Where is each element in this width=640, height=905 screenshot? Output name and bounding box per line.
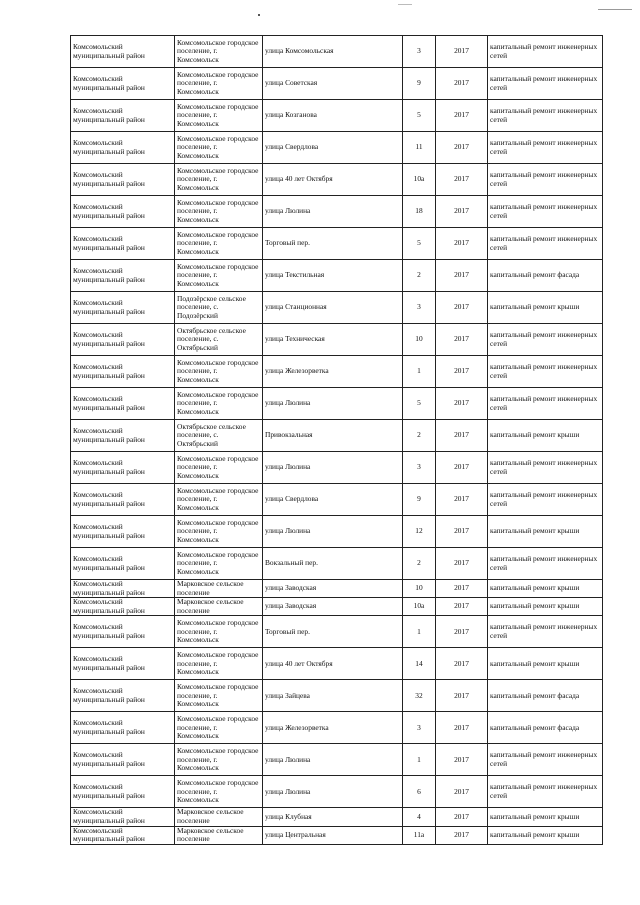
- year-cell: 2017: [436, 164, 488, 196]
- street-cell: улица 40 лет Октября: [263, 164, 403, 196]
- house-number-cell: 10: [403, 324, 436, 356]
- street-cell: улица Люлина: [263, 516, 403, 548]
- district-cell: Комсомольский муниципальный район: [71, 260, 175, 292]
- work-type-cell: капитальный ремонт крыши: [488, 598, 603, 616]
- house-number-cell: 12: [403, 516, 436, 548]
- table-row: [71, 580, 603, 598]
- year-cell: 2017: [436, 356, 488, 388]
- table-row: [71, 548, 603, 580]
- work-type-cell: капитальный ремонт инженерных сетей: [488, 196, 603, 228]
- settlement-cell: Комсомольское городское поселение, г. Комсомольск: [175, 36, 263, 68]
- table-row: [71, 292, 603, 324]
- table-row: [71, 196, 603, 228]
- house-number-cell: 2: [403, 260, 436, 292]
- house-number-cell: 10а: [403, 598, 436, 616]
- settlement-cell: Комсомольское городское поселение, г. Комсомольск: [175, 132, 263, 164]
- year-cell: 2017: [436, 598, 488, 616]
- year-cell: 2017: [436, 580, 488, 598]
- table-row: [71, 744, 603, 776]
- district-cell: Комсомольский муниципальный район: [71, 484, 175, 516]
- street-cell: улица Железорветка: [263, 712, 403, 744]
- table-row: [71, 776, 603, 808]
- table-row: [71, 260, 603, 292]
- settlement-cell: Комсомольское городское поселение, г. Комсомольск: [175, 776, 263, 808]
- street-cell: улица Станционная: [263, 292, 403, 324]
- year-cell: 2017: [436, 100, 488, 132]
- table-body: [71, 36, 603, 845]
- house-number-cell: 1: [403, 356, 436, 388]
- scan-speck: [398, 4, 412, 5]
- work-type-cell: капитальный ремонт инженерных сетей: [488, 164, 603, 196]
- house-number-cell: 10а: [403, 164, 436, 196]
- street-cell: улица Зайцева: [263, 680, 403, 712]
- settlement-cell: Комсомольское городское поселение, г. Комсомольск: [175, 260, 263, 292]
- street-cell: улица Люлина: [263, 744, 403, 776]
- table-row: [71, 826, 603, 844]
- house-number-cell: 9: [403, 68, 436, 100]
- housing-repair-table: [70, 35, 603, 845]
- settlement-cell: Комсомольское городское поселение, г. Комсомольск: [175, 164, 263, 196]
- table-row: [71, 228, 603, 260]
- year-cell: 2017: [436, 826, 488, 844]
- settlement-cell: Комсомольское городское поселение, г. Комсомольск: [175, 388, 263, 420]
- settlement-cell: Комсомольское городское поселение, г. Комсомольск: [175, 616, 263, 648]
- settlement-cell: Комсомольское городское поселение, г. Комсомольск: [175, 228, 263, 260]
- year-cell: 2017: [436, 680, 488, 712]
- year-cell: 2017: [436, 548, 488, 580]
- table-row: [71, 36, 603, 68]
- settlement-cell: Комсомольское городское поселение, г. Комсомольск: [175, 744, 263, 776]
- district-cell: Комсомольский муниципальный район: [71, 776, 175, 808]
- work-type-cell: капитальный ремонт инженерных сетей: [488, 744, 603, 776]
- year-cell: 2017: [436, 648, 488, 680]
- settlement-cell: Комсомольское городское поселение, г. Комсомольск: [175, 484, 263, 516]
- work-type-cell: капитальный ремонт крыши: [488, 580, 603, 598]
- district-cell: Комсомольский муниципальный район: [71, 196, 175, 228]
- house-number-cell: 11: [403, 132, 436, 164]
- district-cell: Комсомольский муниципальный район: [71, 580, 175, 598]
- work-type-cell: капитальный ремонт фасада: [488, 712, 603, 744]
- settlement-cell: Комсомольское городское поселение, г. Комсомольск: [175, 516, 263, 548]
- year-cell: 2017: [436, 292, 488, 324]
- settlement-cell: Комсомольское городское поселение, г. Комсомольск: [175, 712, 263, 744]
- settlement-cell: Марковское сельское поселение: [175, 580, 263, 598]
- street-cell: Привокзальная: [263, 420, 403, 452]
- house-number-cell: 4: [403, 808, 436, 826]
- settlement-cell: Октябрьское сельское поселение, с. Октябрьский: [175, 420, 263, 452]
- table-row: [71, 452, 603, 484]
- district-cell: Комсомольский муниципальный район: [71, 598, 175, 616]
- street-cell: Торговый пер.: [263, 616, 403, 648]
- year-cell: 2017: [436, 616, 488, 648]
- house-number-cell: 6: [403, 776, 436, 808]
- house-number-cell: 3: [403, 712, 436, 744]
- work-type-cell: капитальный ремонт инженерных сетей: [488, 356, 603, 388]
- scan-speck: [258, 14, 260, 16]
- table-row: [71, 132, 603, 164]
- district-cell: Комсомольский муниципальный район: [71, 616, 175, 648]
- work-type-cell: капитальный ремонт инженерных сетей: [488, 388, 603, 420]
- year-cell: 2017: [436, 420, 488, 452]
- work-type-cell: капитальный ремонт инженерных сетей: [488, 68, 603, 100]
- year-cell: 2017: [436, 776, 488, 808]
- house-number-cell: 14: [403, 648, 436, 680]
- year-cell: 2017: [436, 228, 488, 260]
- house-number-cell: 10: [403, 580, 436, 598]
- table-row: [71, 68, 603, 100]
- work-type-cell: капитальный ремонт крыши: [488, 808, 603, 826]
- house-number-cell: 9: [403, 484, 436, 516]
- work-type-cell: капитальный ремонт крыши: [488, 516, 603, 548]
- district-cell: Комсомольский муниципальный район: [71, 808, 175, 826]
- district-cell: Комсомольский муниципальный район: [71, 356, 175, 388]
- street-cell: улица Заводская: [263, 598, 403, 616]
- street-cell: улица Люлина: [263, 452, 403, 484]
- work-type-cell: капитальный ремонт инженерных сетей: [488, 484, 603, 516]
- table-row: [71, 516, 603, 548]
- settlement-cell: Комсомольское городское поселение, г. Комсомольск: [175, 100, 263, 132]
- work-type-cell: капитальный ремонт инженерных сетей: [488, 324, 603, 356]
- street-cell: улица Свердлова: [263, 484, 403, 516]
- district-cell: Комсомольский муниципальный район: [71, 292, 175, 324]
- year-cell: 2017: [436, 196, 488, 228]
- work-type-cell: капитальный ремонт инженерных сетей: [488, 100, 603, 132]
- district-cell: Комсомольский муниципальный район: [71, 548, 175, 580]
- district-cell: Комсомольский муниципальный район: [71, 744, 175, 776]
- district-cell: Комсомольский муниципальный район: [71, 420, 175, 452]
- district-cell: Комсомольский муниципальный район: [71, 68, 175, 100]
- settlement-cell: Комсомольское городское поселение, г. Комсомольск: [175, 356, 263, 388]
- district-cell: Комсомольский муниципальный район: [71, 100, 175, 132]
- street-cell: улица 40 лет Октября: [263, 648, 403, 680]
- settlement-cell: Комсомольское городское поселение, г. Комсомольск: [175, 680, 263, 712]
- table-row: [71, 484, 603, 516]
- street-cell: Вокзальный пер.: [263, 548, 403, 580]
- table-row: [71, 712, 603, 744]
- street-cell: улица Люлина: [263, 776, 403, 808]
- year-cell: 2017: [436, 516, 488, 548]
- district-cell: Комсомольский муниципальный район: [71, 826, 175, 844]
- year-cell: 2017: [436, 324, 488, 356]
- settlement-cell: Подозёрское сельское поселение, с. Подозёрский: [175, 292, 263, 324]
- scan-speck: [598, 9, 632, 10]
- street-cell: Торговый пер.: [263, 228, 403, 260]
- district-cell: Комсомольский муниципальный район: [71, 452, 175, 484]
- table-row: [71, 164, 603, 196]
- table-row: [71, 356, 603, 388]
- work-type-cell: капитальный ремонт инженерных сетей: [488, 548, 603, 580]
- year-cell: 2017: [436, 388, 488, 420]
- work-type-cell: капитальный ремонт инженерных сетей: [488, 616, 603, 648]
- work-type-cell: капитальный ремонт крыши: [488, 420, 603, 452]
- year-cell: 2017: [436, 712, 488, 744]
- year-cell: 2017: [436, 808, 488, 826]
- street-cell: улица Комсомольская: [263, 36, 403, 68]
- street-cell: улица Клубная: [263, 808, 403, 826]
- table-row: [71, 648, 603, 680]
- work-type-cell: капитальный ремонт крыши: [488, 292, 603, 324]
- street-cell: улица Текстильная: [263, 260, 403, 292]
- settlement-cell: Комсомольское городское поселение, г. Комсомольск: [175, 648, 263, 680]
- year-cell: 2017: [436, 484, 488, 516]
- district-cell: Комсомольский муниципальный район: [71, 132, 175, 164]
- district-cell: Комсомольский муниципальный район: [71, 648, 175, 680]
- street-cell: улица Люлина: [263, 388, 403, 420]
- work-type-cell: капитальный ремонт фасада: [488, 680, 603, 712]
- house-number-cell: 3: [403, 36, 436, 68]
- work-type-cell: капитальный ремонт крыши: [488, 826, 603, 844]
- year-cell: 2017: [436, 132, 488, 164]
- table-row: [71, 616, 603, 648]
- table-row: [71, 680, 603, 712]
- street-cell: улица Центральная: [263, 826, 403, 844]
- year-cell: 2017: [436, 260, 488, 292]
- house-number-cell: 3: [403, 292, 436, 324]
- year-cell: 2017: [436, 36, 488, 68]
- work-type-cell: капитальный ремонт крыши: [488, 648, 603, 680]
- settlement-cell: Октябрьское сельское поселение, с. Октябрьский: [175, 324, 263, 356]
- house-number-cell: 2: [403, 548, 436, 580]
- year-cell: 2017: [436, 744, 488, 776]
- district-cell: Комсомольский муниципальный район: [71, 164, 175, 196]
- house-number-cell: 5: [403, 100, 436, 132]
- house-number-cell: 5: [403, 388, 436, 420]
- settlement-cell: Комсомольское городское поселение, г. Комсомольск: [175, 196, 263, 228]
- district-cell: Комсомольский муниципальный район: [71, 516, 175, 548]
- district-cell: Комсомольский муниципальный район: [71, 680, 175, 712]
- work-type-cell: капитальный ремонт инженерных сетей: [488, 132, 603, 164]
- settlement-cell: Комсомольское городское поселение, г. Комсомольск: [175, 452, 263, 484]
- work-type-cell: капитальный ремонт фасада: [488, 260, 603, 292]
- house-number-cell: 1: [403, 744, 436, 776]
- settlement-cell: Марковское сельское поселение: [175, 826, 263, 844]
- house-number-cell: 18: [403, 196, 436, 228]
- year-cell: 2017: [436, 68, 488, 100]
- settlement-cell: Комсомольское городское поселение, г. Комсомольск: [175, 548, 263, 580]
- table-row: [71, 598, 603, 616]
- house-number-cell: 11а: [403, 826, 436, 844]
- district-cell: Комсомольский муниципальный район: [71, 388, 175, 420]
- street-cell: улица Свердлова: [263, 132, 403, 164]
- house-number-cell: 2: [403, 420, 436, 452]
- district-cell: Комсомольский муниципальный район: [71, 324, 175, 356]
- table-row: [71, 420, 603, 452]
- house-number-cell: 5: [403, 228, 436, 260]
- house-number-cell: 32: [403, 680, 436, 712]
- work-type-cell: капитальный ремонт инженерных сетей: [488, 776, 603, 808]
- district-cell: Комсомольский муниципальный район: [71, 712, 175, 744]
- work-type-cell: капитальный ремонт инженерных сетей: [488, 36, 603, 68]
- settlement-cell: Комсомольское городское поселение, г. Комсомольск: [175, 68, 263, 100]
- table-row: [71, 100, 603, 132]
- house-number-cell: 3: [403, 452, 436, 484]
- house-number-cell: 1: [403, 616, 436, 648]
- settlement-cell: Марковское сельское поселение: [175, 598, 263, 616]
- table-row: [71, 324, 603, 356]
- work-type-cell: капитальный ремонт инженерных сетей: [488, 452, 603, 484]
- street-cell: улица Люлина: [263, 196, 403, 228]
- street-cell: улица Заводская: [263, 580, 403, 598]
- street-cell: улица Советская: [263, 68, 403, 100]
- district-cell: Комсомольский муниципальный район: [71, 228, 175, 260]
- street-cell: улица Козганова: [263, 100, 403, 132]
- street-cell: улица Техническая: [263, 324, 403, 356]
- settlement-cell: Марковское сельское поселение: [175, 808, 263, 826]
- table-row: [71, 388, 603, 420]
- street-cell: улица Железорветка: [263, 356, 403, 388]
- district-cell: Комсомольский муниципальный район: [71, 36, 175, 68]
- work-type-cell: капитальный ремонт инженерных сетей: [488, 228, 603, 260]
- table-row: [71, 808, 603, 826]
- year-cell: 2017: [436, 452, 488, 484]
